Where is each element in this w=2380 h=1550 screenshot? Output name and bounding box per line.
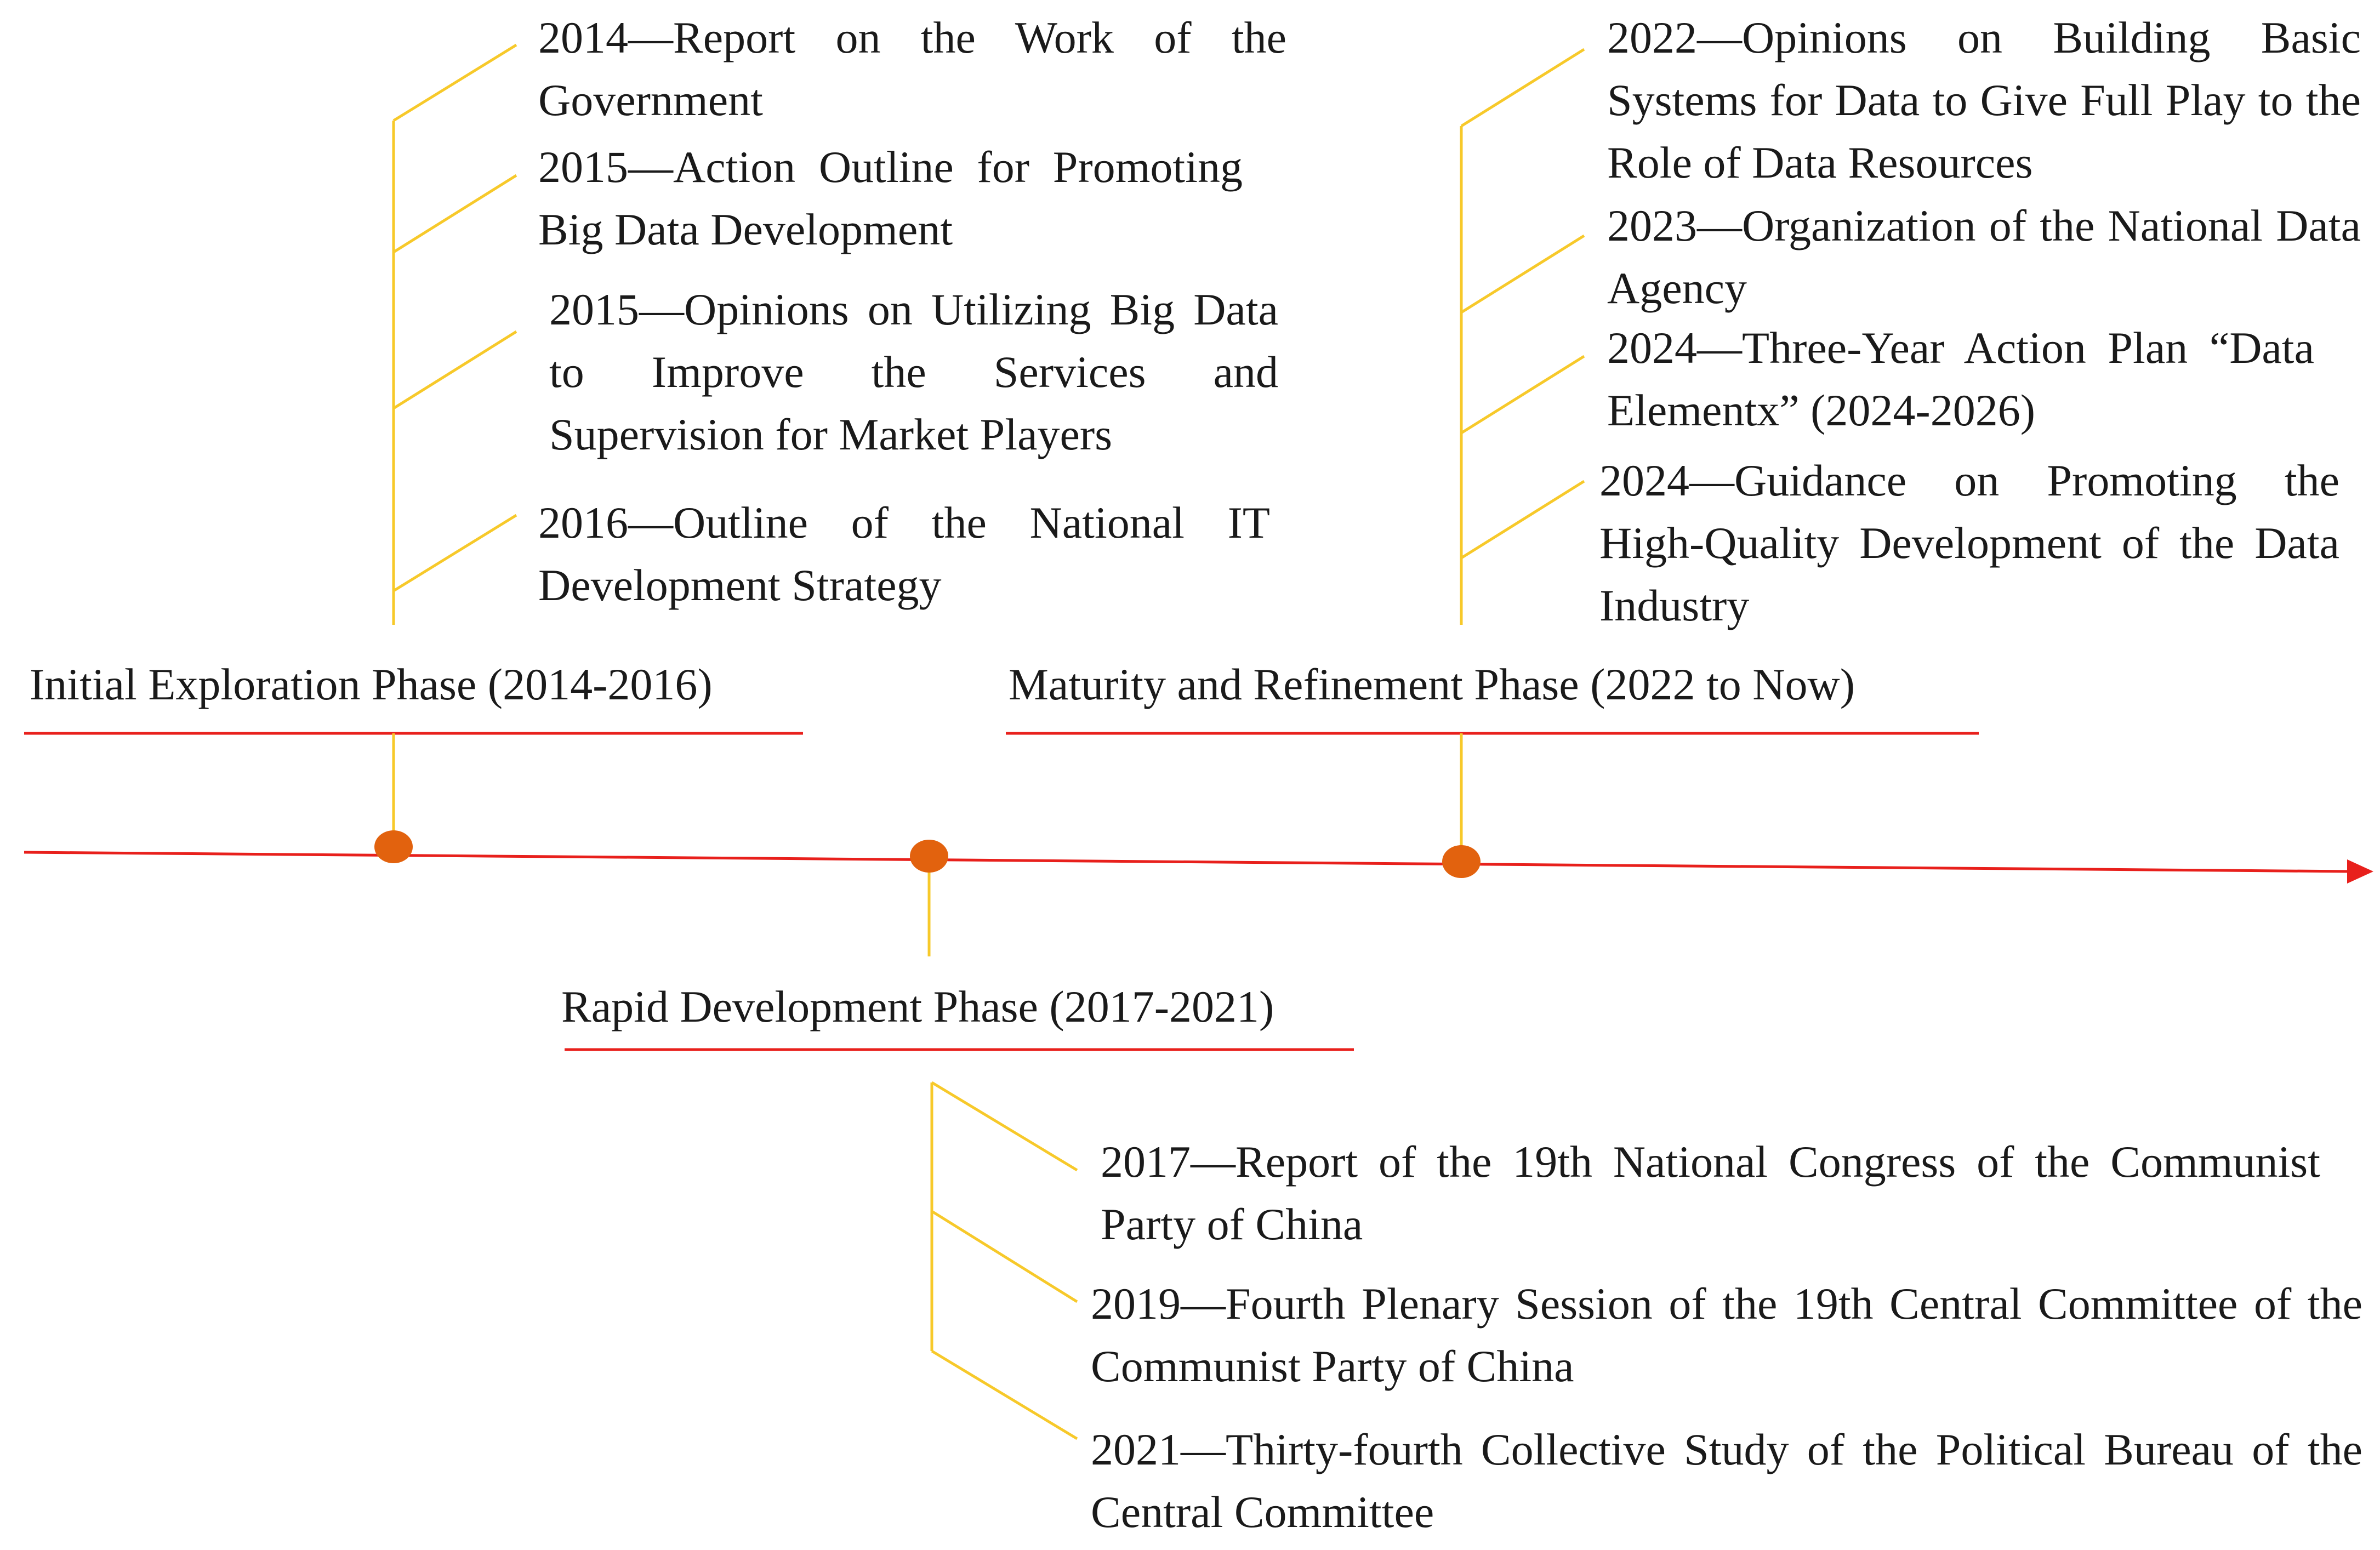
connector-rapid-2019 (932, 1211, 1077, 1302)
phase-label-initial: Initial Exploration Phase (2014-2016) (30, 659, 713, 709)
event-maturity-2023: 2023—Organization of the National Data Agency (1607, 201, 2361, 313)
event-maturity-2024-action-plan: 2024—Three-Year Action Plan “Data Elementx” (2024-2026) (1607, 323, 2314, 435)
connector-maturity-2023 (1461, 236, 1584, 312)
milestone-dot-initial (374, 830, 413, 863)
connector-maturity-2024a (1461, 356, 1584, 433)
connector-initial-2015a (394, 175, 516, 252)
connector-initial-2015b (394, 332, 516, 408)
event-initial-2014: 2014—Report on the Work of the Government (538, 13, 1286, 125)
event-initial-2016: 2016—Outline of the National IT Development Strategy (538, 498, 1270, 610)
phase-label-rapid: Rapid Development Phase (2017-2021) (561, 982, 1274, 1032)
connector-rapid-2017 (932, 1082, 1077, 1170)
connector-initial-2014 (394, 45, 516, 121)
connector-rapid-2021 (932, 1351, 1077, 1439)
milestone-dot-maturity (1442, 845, 1481, 878)
phase-label-maturity: Maturity and Refinement Phase (2022 to Now) (1009, 659, 1855, 709)
event-initial-2015-opinions: 2015—Opinions on Utilizing Big Data to Improve the Services and Supervision for Market Players (549, 284, 1278, 459)
connector-initial-2016 (394, 515, 516, 591)
event-rapid-2019: 2019—Fourth Plenary Session of the 19th Central Committee of the Communist Party of China (1091, 1279, 2362, 1391)
connector-maturity-2022 (1461, 49, 1584, 126)
timeline-axis (24, 852, 2351, 871)
event-rapid-2021: 2021—Thirty-fourth Collective Study of the Political Bureau of the Central Committee (1091, 1424, 2362, 1537)
event-maturity-2022: 2022—Opinions on Building Basic Systems for Data to Give Full Play to the Role of Data Resources (1607, 13, 2361, 187)
connector-maturity-2024b (1461, 481, 1584, 558)
event-maturity-2024-guidance: 2024—Guidance on Promoting the High-Quality Development of the Data Industry (1599, 455, 2339, 630)
event-initial-2015-action-outline: 2015—Action Outline for Promoting Big Data Development (538, 142, 1243, 254)
event-rapid-2017: 2017—Report of the 19th National Congress of the Communist Party of China (1101, 1137, 2320, 1249)
timeline-arrowhead (2347, 859, 2373, 884)
milestone-dot-rapid (910, 840, 948, 873)
